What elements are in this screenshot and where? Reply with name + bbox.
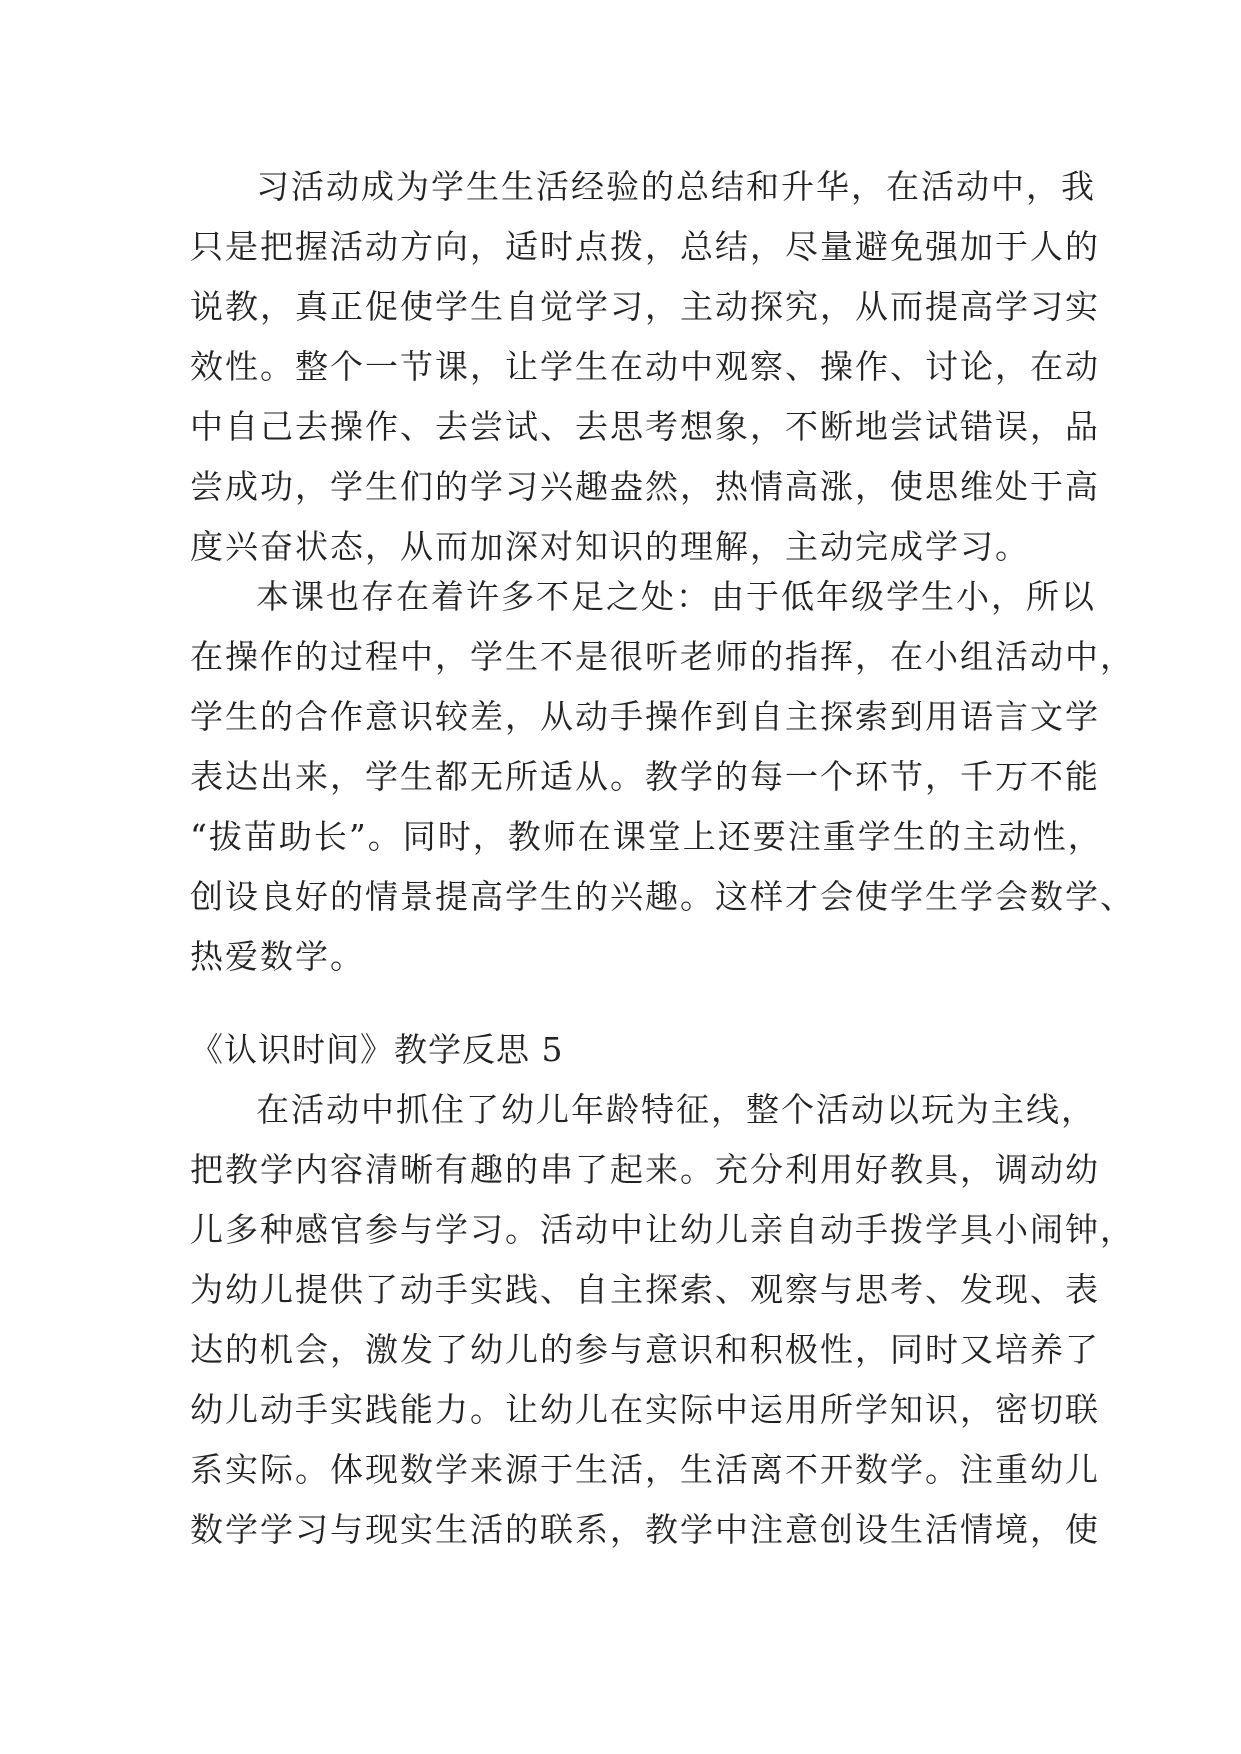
text-line: 度兴奋状态，从而加深对知识的理解，主动完成学习。 [190, 527, 1030, 566]
text-line: 数学学习与现实生活的联系，教学中注意创设生活情境，使 [190, 1510, 1100, 1549]
text-line: 尝成功，学生们的学习兴趣盎然，热情高涨，使思维处于高 [190, 467, 1100, 506]
text-line: 在活动中抓住了幼儿年龄特征，整个活动以玩为主线， [256, 1090, 1096, 1129]
text-line: “拔苗助长”。同时，教师在课堂上还要注重学生的主动性， [190, 817, 1103, 856]
text-line: 幼儿动手实践能力。让幼儿在实际中运用所学知识，密切联 [190, 1390, 1100, 1429]
text-line: 只是把握活动方向，适时点拨，总结，尽量避免强加于人的 [190, 227, 1100, 266]
text-line: 系实际。体现数学来源于生活，生活离不开数学。注重幼儿 [190, 1450, 1100, 1489]
text-line: 表达出来，学生都无所适从。教学的每一个环节，千万不能 [190, 757, 1100, 796]
paragraph-1 [190, 157, 1100, 577]
text-line: 本课也存在着许多不足之处：由于低年级学生小，所以 [256, 577, 1096, 616]
section-title: 《认识时间》教学反思 5 [190, 1030, 564, 1069]
text-line: 中自己去操作、去尝试、去思考想象，不断地尝试错误，品 [190, 407, 1100, 446]
text-line: 达的机会，激发了幼儿的参与意识和积极性，同时又培养了 [190, 1330, 1100, 1369]
text-line: 学生的合作意识较差，从动手操作到自主探索到用语言文学 [190, 697, 1100, 736]
text-line: 说教，真正促使学生自觉学习，主动探究，从而提高学习实 [190, 287, 1100, 326]
paragraph-3 [190, 1080, 1135, 1560]
text-line: 为幼儿提供了动手实践、自主探索、观察与思考、发现、表 [190, 1270, 1100, 1309]
text-line: 创设良好的情景提高学生的兴趣。这样才会使学生学会数学、 [190, 877, 1135, 916]
text-line: 热爱数学。 [190, 937, 365, 976]
paragraph-2 [190, 567, 1135, 987]
text-line: 把教学内容清晰有趣的串了起来。充分利用好教具，调动幼 [190, 1150, 1100, 1189]
text-line: 儿多种感官参与学习。活动中让幼儿亲自动手拨学具小闹钟， [190, 1210, 1135, 1249]
text-line: 习活动成为学生生活经验的总结和升华，在活动中，我 [256, 167, 1096, 206]
text-line: 在操作的过程中，学生不是很听老师的指挥，在小组活动中， [190, 637, 1135, 676]
text-line: 效性。整个一节课，让学生在动中观察、操作、讨论，在动 [190, 347, 1100, 386]
